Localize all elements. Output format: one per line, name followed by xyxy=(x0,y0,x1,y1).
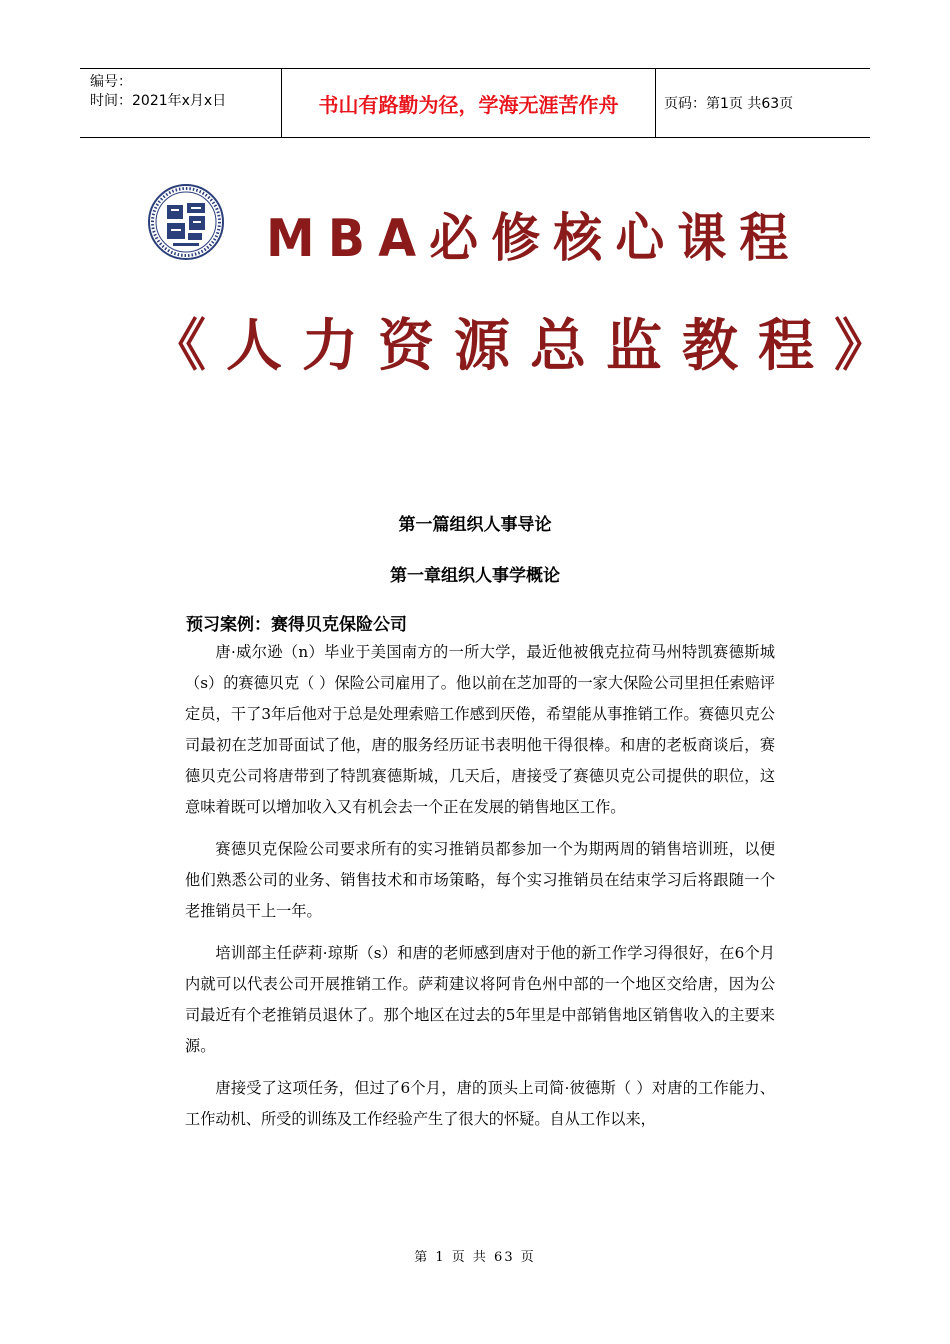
document-number-label: 编号： xyxy=(90,74,132,90)
body-text xyxy=(185,637,775,1146)
course-title: 《人力资源总监教程》 xyxy=(150,313,910,379)
page-footer: 第 1 页 共 63 页 xyxy=(414,1250,536,1265)
chapter-title: 第一章组织人事学概论 xyxy=(390,566,560,586)
case-title: 预习案例：赛得贝克保险公司 xyxy=(186,615,407,635)
header-page-info: 页码：第1页 共63页 xyxy=(664,96,794,112)
paragraph: 唐接受了这项任务，但过了6个月，唐的顶头上司简·彼德斯（ ）对唐的工作能力、工作动机、所受的训练及工作经验产生了很大的怀疑。自从工作以来， xyxy=(185,1079,775,1128)
main-title: MBA必修核心课程 xyxy=(266,209,802,269)
part-title: 第一篇组织人事导论 xyxy=(398,515,552,535)
header-table xyxy=(80,68,870,138)
paragraph: 培训部主任萨莉·琼斯（s）和唐的老师感到唐对于他的新工作学习得很好，在6个月内就可以代表公司开展推销工作。萨莉建议将阿肯色州中部的一个地区交给唐，因为公司最近有个老推销员退休了。那个地区在过去的5年里是中部销售地区销售收入的主要来源。 xyxy=(185,944,775,1055)
document-time-label: 时间：2021年x月x日 xyxy=(90,93,227,109)
header-meta-cell xyxy=(80,69,281,137)
header-motto: 书山有路勤为径，学海无涯苦作舟 xyxy=(281,69,656,137)
university-seal-icon xyxy=(147,183,225,261)
paragraph: 赛德贝克保险公司要求所有的实习推销员都参加一个为期两周的销售培训班，以便他们熟悉公司的业务、销售技术和市场策略，每个实习推销员在结束学习后将跟随一个老推销员干上一年。 xyxy=(185,840,775,920)
paragraph: 唐·威尔逊（n）毕业于美国南方的一所大学，最近他被俄克拉荷马州特凯赛德斯城（s）的赛德贝克（ ）保险公司雇用了。他以前在芝加哥的一家大保险公司里担任索赔评定员，干了3年后他对于总是处理索赔工作感到厌倦，希望能从事推销工作。赛德贝克公司最初在芝加哥面试了他，唐的服务经历证书表明他干得很棒。和唐的老板商谈后，赛德贝克公司将唐带到了特凯赛德斯城，几天后，唐接受了赛德贝克公司提供的职位，这意味着既可以增加收入又有机会去一个正在发展的销售地区工作。 xyxy=(185,643,775,816)
